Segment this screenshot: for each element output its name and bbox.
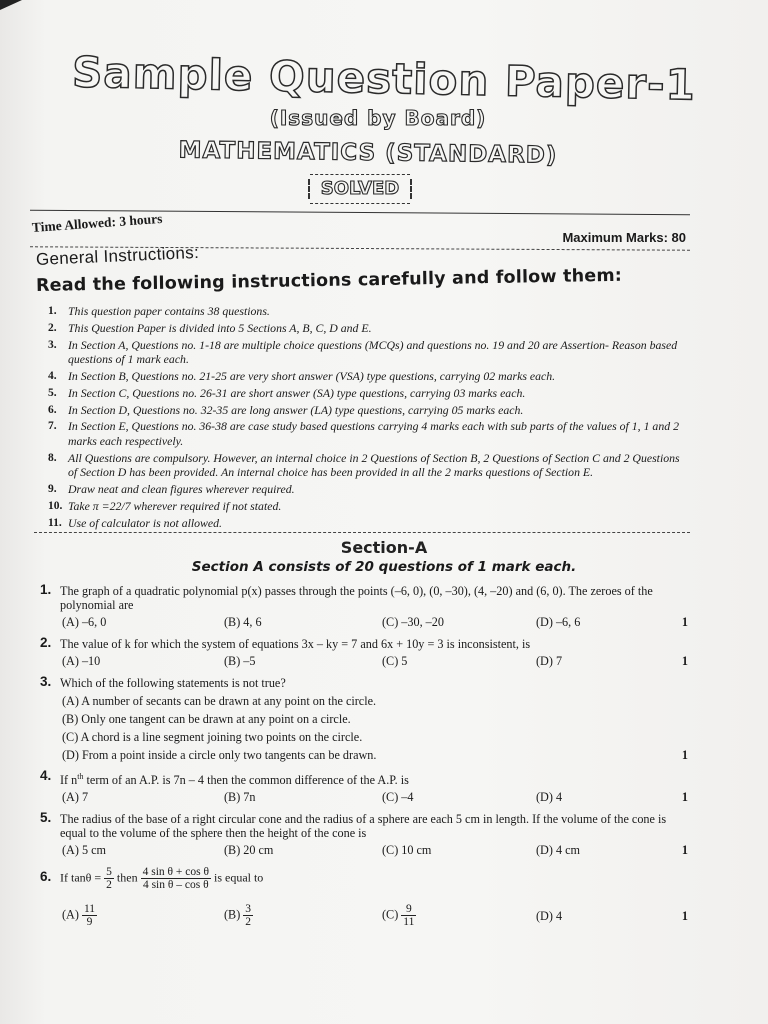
option-b: (B) 20 cm <box>224 843 274 857</box>
instruction-text: Use of calculator is not allowed. <box>68 515 223 530</box>
marks: 1 <box>681 909 688 923</box>
option-c: (C) 5 <box>382 654 408 668</box>
question-text: The radius of the base of a right circular cone and the radius of a sphere are each 5 cm in length. If the volume of the cone is equal to the volume of the sphere then the height of the cone is <box>60 812 667 840</box>
fraction-numerator: 11 <box>83 903 96 915</box>
superscript-th: th <box>77 772 84 781</box>
issued-by: (Issued by Board) <box>269 106 487 130</box>
fraction-denominator: 2 <box>106 879 112 891</box>
option-c: (C) 10 cm <box>382 843 432 857</box>
instruction-text: Take π =22/7 wherever required if not stated. <box>68 498 282 513</box>
options-row <box>40 790 688 806</box>
instruction-number: 10. <box>48 499 63 512</box>
question-number: 3. <box>40 674 52 689</box>
instruction-text: All Questions are compulsory. However, an internal choice in 2 Questions of Section B, 2 Questions of Section C and 2 Questions of Section D has been provided. An internal choice has been provided in all the 2 marks questions of Section E. <box>68 450 680 480</box>
marks: 1 <box>681 615 688 629</box>
option-b: (B) –5 <box>224 654 256 668</box>
instruction-number: 4. <box>48 369 57 382</box>
question-text <box>60 770 688 787</box>
option-d: (D) 7 <box>536 654 563 668</box>
instruction-text: Draw neat and clean figures wherever required. <box>68 482 295 497</box>
marks: 1 <box>681 748 688 762</box>
instruction-number: 6. <box>48 403 57 416</box>
instructions-divider <box>34 532 690 533</box>
option-b <box>224 903 253 928</box>
option-a-label: (A) <box>62 907 79 922</box>
question-number: 1. <box>40 582 52 597</box>
statement-c: (C) A chord is a line segment joining two points on the circle. <box>62 730 363 744</box>
options-row <box>40 615 688 631</box>
instruction-item <box>48 386 688 401</box>
general-instructions-title: General Instructions: <box>35 242 200 269</box>
option-c-fraction <box>401 903 416 928</box>
statement-a: (A) A number of secants can be drawn at any point on the circle. <box>62 694 377 708</box>
fraction-5-over-2 <box>104 866 114 891</box>
question-3 <box>40 676 688 762</box>
question-text: Which of the following statements is not true? <box>60 676 286 690</box>
question-5 <box>40 812 688 859</box>
instruction-text: In Section C, Questions no. 26-31 are short answer (SA) type questions, carrying 03 marks each. <box>68 385 526 400</box>
marks: 1 <box>681 843 688 857</box>
instruction-item <box>48 304 688 319</box>
question-number: 4. <box>40 768 52 783</box>
fraction-numerator: 5 <box>106 866 112 878</box>
instruction-item <box>48 499 688 514</box>
instruction-number: 5. <box>48 386 57 399</box>
instruction-item <box>48 419 688 448</box>
instruction-item <box>48 482 688 497</box>
question-number: 6. <box>40 869 52 884</box>
option-a: (A) 5 cm <box>62 843 106 857</box>
maximum-marks: Maximum Marks: 80 <box>562 230 686 245</box>
options-row <box>40 903 688 933</box>
question-text-b: then <box>116 870 138 885</box>
section-subtitle: Section A consists of 20 questions of 1 mark each. <box>191 559 577 575</box>
question-text: The value of k for which the system of equations 3x – ky = 7 and 6x + 10y = 3 is inconsistent, is <box>60 637 531 651</box>
question-2 <box>40 637 688 670</box>
question-text-post: term of an A.P. is 7n – 4 then the common difference of the A.P. is <box>83 773 409 788</box>
question-text-a: If tanθ = <box>60 870 102 885</box>
option-c: (C) –30, –20 <box>382 615 444 629</box>
instruction-text: This question paper contains 38 questions. <box>68 304 270 318</box>
instruction-text: In Section A, Questions no. 1-18 are multiple choice questions (MCQs) and questions no. 19 and 20 are Assertion- Reason based questions of 1 mark each. <box>68 337 678 367</box>
instruction-number: 11. <box>48 516 62 529</box>
instruction-item <box>48 321 688 336</box>
statement-d <box>62 748 688 762</box>
instruction-number: 8. <box>48 451 57 464</box>
instructions-list <box>48 304 688 532</box>
instruction-text: In Section B, Questions no. 21-25 are very short answer (VSA) type questions, carrying 02 marks each. <box>68 368 556 383</box>
fraction-numerator: 3 <box>245 903 252 915</box>
time-allowed: Time Allowed: 3 hours <box>31 210 163 235</box>
options-row <box>40 843 688 859</box>
question-text-c: is equal to <box>213 870 264 885</box>
marks: 1 <box>681 790 688 805</box>
question-text: The graph of a quadratic polynomial p(x) passes through the points (–6, 0), (0, –30), (4, –20) and (6, 0). The zeroes of the polynomial are <box>60 584 653 612</box>
option-a <box>62 903 97 928</box>
instruction-number: 9. <box>48 483 57 496</box>
option-b: (B) 7n <box>224 790 256 805</box>
corner-mark <box>0 0 22 10</box>
fraction-denominator: 9 <box>86 916 93 928</box>
option-a-fraction <box>82 903 97 928</box>
statement-d-text: (D) From a point inside a circle only two tangents can be drawn. <box>62 748 377 762</box>
instruction-item <box>48 403 688 418</box>
question-text-pre: If n <box>60 773 78 788</box>
marks: 1 <box>681 654 688 668</box>
paper-title: Sample Question Paper-1 <box>71 47 697 110</box>
solved-label: SOLVED <box>320 178 400 199</box>
question-text <box>60 866 688 891</box>
question-6 <box>40 866 688 933</box>
instruction-number: 7. <box>48 420 57 433</box>
instruction-item <box>48 369 688 384</box>
instruction-item <box>48 338 688 367</box>
fraction-denominator: 4 sin θ – cos θ <box>142 879 209 891</box>
option-b: (B) 4, 6 <box>224 615 262 629</box>
options-row <box>40 654 688 670</box>
option-a: (A) 7 <box>62 790 89 805</box>
question-number: 5. <box>40 810 52 825</box>
option-d: (D) 4 <box>536 790 563 805</box>
instruction-number: 2. <box>48 321 57 334</box>
option-c-label: (C) <box>382 907 399 922</box>
instruction-text: In Section D, Questions no. 32-35 are long answer (LA) type questions, carrying 05 marks each. <box>68 402 524 417</box>
instruction-text: This Question Paper is divided into 5 Sections A, B, C, D and E. <box>68 320 372 335</box>
fraction-denominator: 2 <box>245 916 252 928</box>
read-instructions-heading: Read the following instructions carefully and follow them: <box>35 265 623 296</box>
option-d: (D) 4 <box>536 909 563 923</box>
option-b-label: (B) <box>224 907 241 922</box>
option-c: (C) –4 <box>382 790 414 805</box>
instruction-number: 1. <box>48 305 57 317</box>
question-4 <box>40 770 688 806</box>
section-title: Section-A <box>340 538 428 557</box>
fraction-denominator: 11 <box>403 916 415 928</box>
option-c <box>382 903 416 928</box>
question-1 <box>40 584 688 631</box>
option-a: (A) –10 <box>62 654 101 668</box>
fraction-numerator: 4 sin θ + cos θ <box>142 866 209 878</box>
instruction-item <box>48 451 688 480</box>
fraction-trig-expression <box>141 866 211 891</box>
option-d: (D) 4 cm <box>536 843 580 857</box>
option-a: (A) –6, 0 <box>62 615 107 629</box>
instruction-text: In Section E, Questions no. 36-38 are case study based questions carrying 4 marks each with sub parts of the values of 1, 1 and 2 marks each respectively. <box>68 419 679 448</box>
solved-badge <box>310 174 410 204</box>
instruction-item <box>48 516 688 531</box>
subject-title: MATHEMATICS (STANDARD) <box>178 137 558 169</box>
option-b-fraction <box>243 903 253 928</box>
instruction-number: 3. <box>48 338 57 351</box>
fraction-numerator: 9 <box>401 903 416 916</box>
statement-b: (B) Only one tangent can be drawn at any point on a circle. <box>62 712 351 726</box>
question-number: 2. <box>40 635 52 650</box>
option-d: (D) –6, 6 <box>536 615 581 629</box>
